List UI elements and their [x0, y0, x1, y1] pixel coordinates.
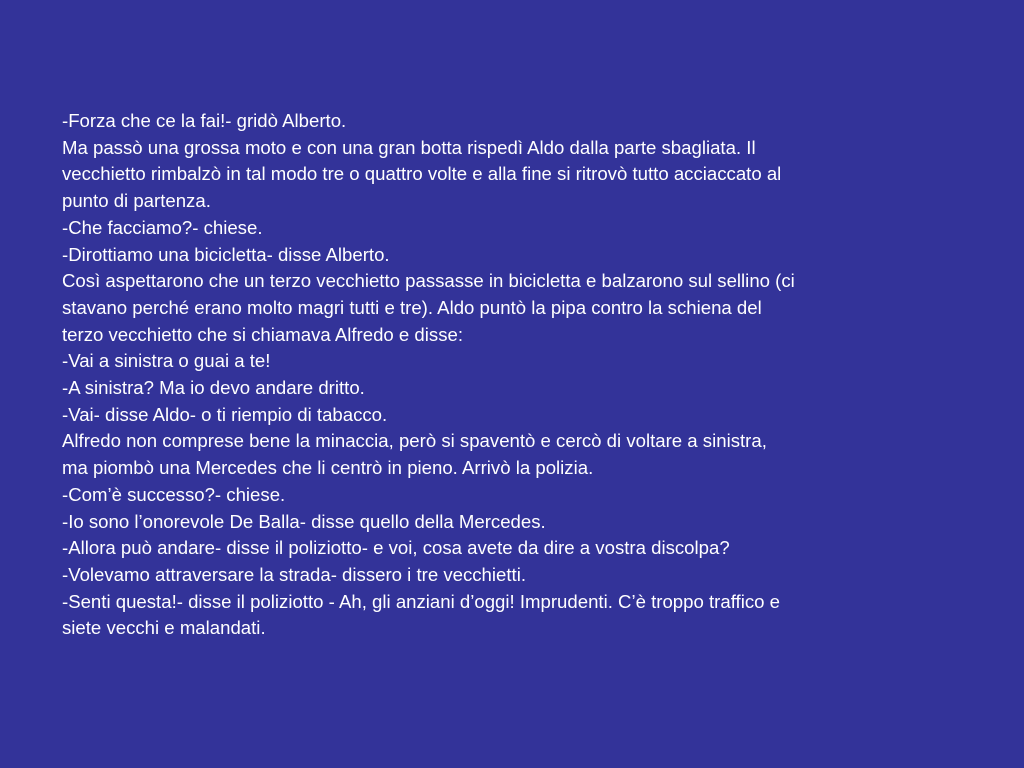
story-line: punto di partenza. [62, 190, 211, 212]
story-text-block [62, 108, 972, 642]
story-line: stavano perché erano molto magri tutti e tre). Aldo puntò la pipa contro la schiena del [62, 296, 762, 318]
story-line: -Vai a sinistra o guai a te! [62, 350, 271, 372]
story-line: -Vai- disse Aldo- o ti riempio di tabacco. [62, 403, 388, 425]
story-line: -Dirottiamo una bicicletta- disse Alberto. [62, 243, 390, 265]
story-line: -Che facciamo?- chiese. [62, 216, 263, 238]
story-line: terzo vecchietto che si chiamava Alfredo e disse: [62, 323, 463, 345]
story-line: siete vecchi e malandati. [62, 617, 266, 639]
story-line: -Allora può andare- disse il poliziotto- e voi, cosa avete da dire a vostra discolpa? [62, 537, 730, 559]
story-line: Così aspettarono che un terzo vecchietto passasse in bicicletta e balzarono sul sellino (ci [62, 270, 795, 292]
story-line: -A sinistra? Ma io devo andare dritto. [62, 377, 365, 399]
story-line: -Forza che ce la fai!- gridò Alberto. [62, 110, 347, 131]
story-line: -Senti questa!- disse il poliziotto - Ah, gli anziani d’oggi! Imprudenti. C’è troppo traffico e [62, 590, 780, 612]
story-line: vecchietto rimbalzò in tal modo tre o quattro volte e alla fine si ritrovò tutto acciaccato al [62, 163, 782, 185]
story-line: -Volevamo attraversare la strada- dissero i tre vecchietti. [62, 563, 526, 585]
story-line: -Io sono l’onorevole De Balla- disse quello della Mercedes. [62, 510, 546, 532]
story-line: -Com’è successo?- chiese. [62, 483, 286, 505]
story-line: ma piombò una Mercedes che li centrò in pieno. Arrivò la polizia. [62, 457, 594, 479]
story-line: Alfredo non comprese bene la minaccia, però si spaventò e cercò di voltare a sinistra, [62, 430, 767, 452]
story-line: Ma passò una grossa moto e con una gran botta rispedì Aldo dalla parte sbagliata. Il [62, 136, 756, 158]
